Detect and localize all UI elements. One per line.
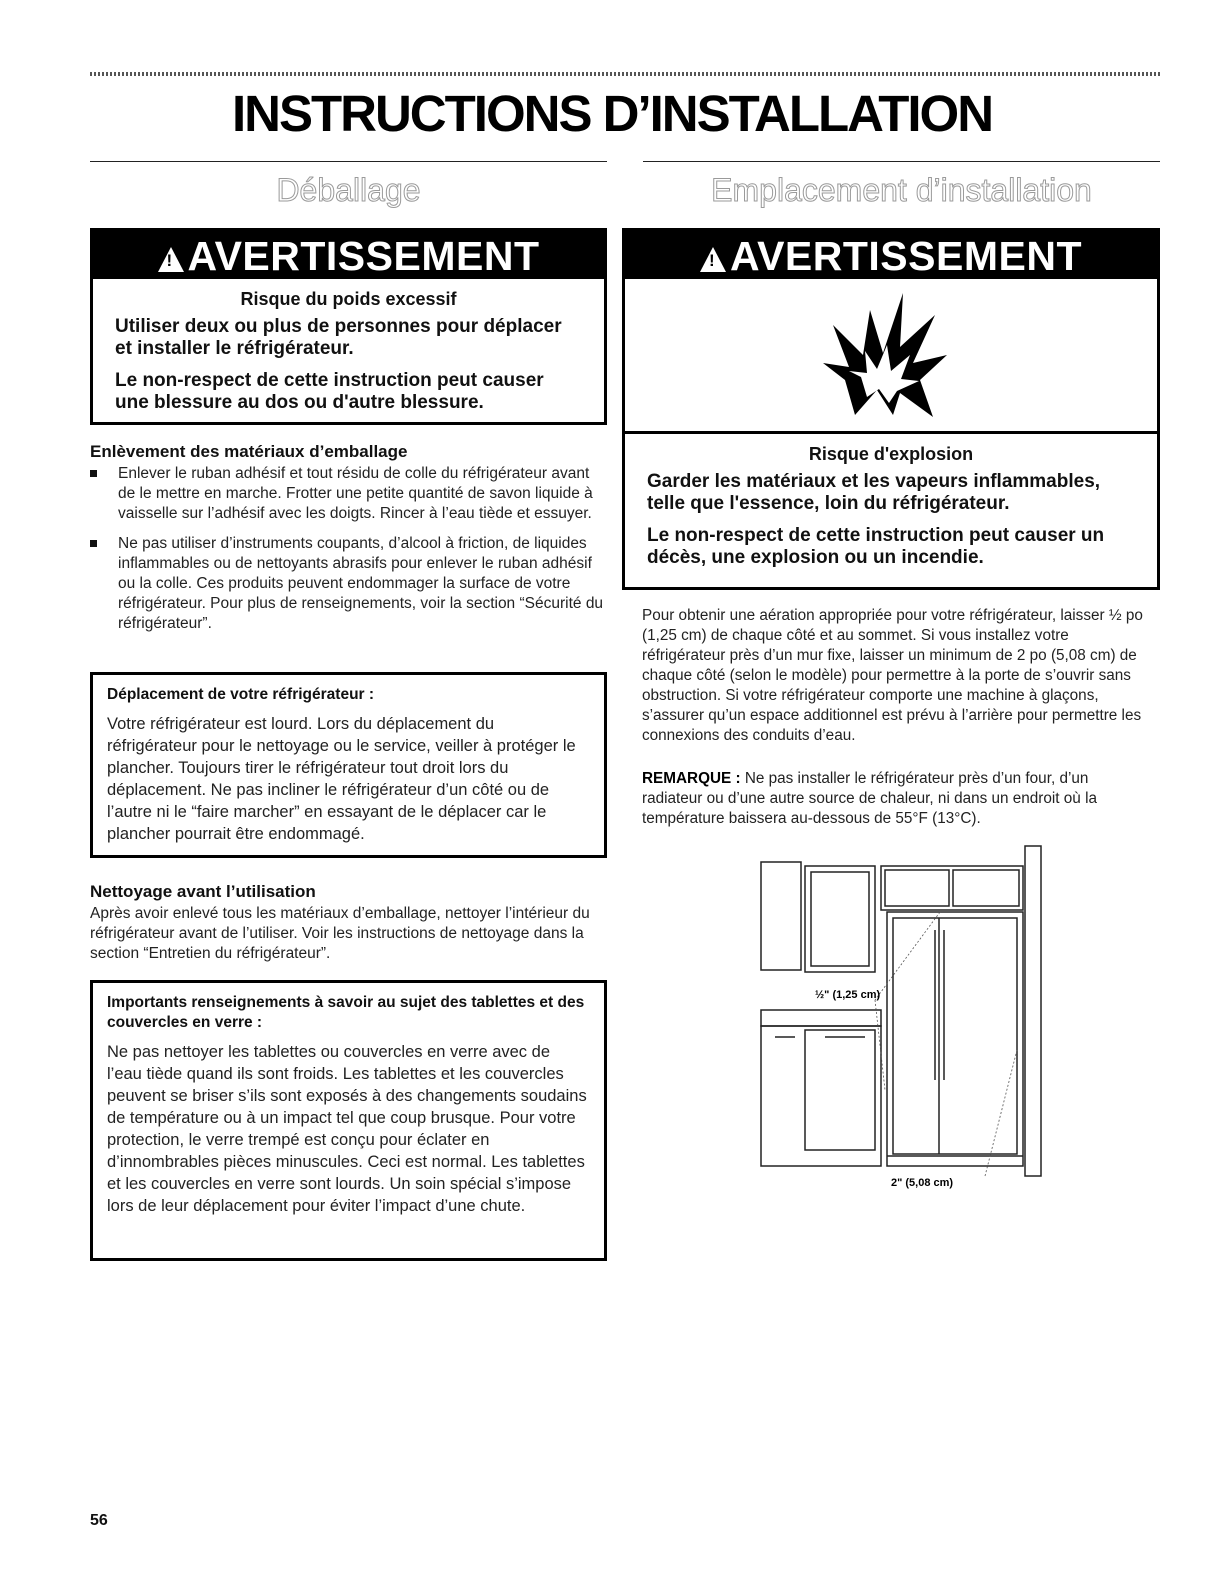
warning-header — [93, 231, 604, 279]
warning-instruction: Utiliser deux ou plus de personnes pour déplacer et installer le réfrigérateur. — [115, 316, 562, 359]
cleaning-text: Après avoir enlevé tous les matériaux d’emballage, nettoyer l’intérieur du réfrigérateur avant de l’utiliser. Voir les instructions de nettoyage dans la section “Entretien du réfrigérateur”. — [90, 905, 590, 962]
warning-instruction: Garder les matériaux et les vapeurs inflammables, telle que l'essence, loin du réfrigérateur. — [647, 471, 1101, 514]
half-inch-label: ½" (1,25 cm) — [815, 989, 881, 1001]
warning-triangle-icon — [158, 247, 184, 272]
section-title-location: Emplacement d’installation — [711, 172, 1092, 208]
moving-text: Votre réfrigérateur est lourd. Lors du déplacement du réfrigérateur pour le nettoyage ou le service, veiller à protéger le plancher. Toujours tirer le réfrigérateur tout droit lors du déplacement. Ne pas incliner le réfrigérateur d’un côté ou de l’autre ni le “faire marcher” en essayant de le déplacer car le plancher pourrait être endommagé. — [107, 715, 576, 843]
removal-heading: Enlèvement des matériaux d’emballage — [90, 442, 408, 461]
section-title-unpacking: Déballage — [276, 172, 421, 208]
removal-list — [88, 464, 608, 644]
glass-info-box — [90, 980, 607, 1261]
warning-consequence: Le non-respect de cette instruction peut causer un décès, une explosion ou un incendie. — [647, 525, 1105, 568]
warning-box-explosion — [622, 228, 1160, 590]
glass-heading: Importants renseignements à savoir au sujet des tablettes et des couvercles en verre : — [107, 994, 585, 1031]
moving-heading: Déplacement de votre réfrigérateur : — [107, 686, 375, 703]
list-item: Enlever le ruban adhésif et tout résidu de colle du réfrigérateur avant de le mettre en marche. Frotter une petite quantité de savon liquide à vaisselle sur l’adhésif avec les doigts. Rincer à l’eau tiède et essuyer. — [88, 464, 608, 524]
ventilation-text: Pour obtenir une aération appropriée pour votre réfrigérateur, laisser ½ po (1,25 cm) de chaque côté et au sommet. Si vous installez votre réfrigérateur près d’un mur fixe, laisser un minimum de 2 po (5,08 cm) de chaque côté (selon le modèle) pour permettre à la porte de s’ouvrir sans obstruction. Si votre réfrigérateur comporte une machine à glaçons, s’assurer qu’un espace additionnel est prévu à l’arrière pour permettre les connexions des conduits d’eau. — [642, 607, 1143, 744]
bullet-square-icon — [90, 540, 97, 547]
left-section-rule — [90, 161, 607, 162]
cleaning-heading: Nettoyage avant l’utilisation — [90, 882, 316, 901]
warning-consequence: Le non-respect de cette instruction peut causer une blessure au dos ou d'autre blessure. — [115, 370, 544, 413]
warning-header — [625, 231, 1157, 279]
explosion-pictogram-panel — [625, 279, 1157, 434]
explosion-icon — [815, 285, 955, 425]
right-section-rule — [643, 161, 1160, 162]
clearance-diagram — [755, 840, 1055, 1200]
warning-triangle-icon — [700, 247, 726, 272]
glass-text: Ne pas nettoyer les tablettes ou couvercles en verre avec de l’eau tiède quand ils sont froids. Les tablettes et les couvercles peuvent se briser s’ils sont exposés à des changements soudains de température ou à un impact tel que coup brusque. Pour votre protection, le verre trempé est conçu pour éclater en d’innombrables pièces minuscules. Ceci est normal. Les tablettes et les couvercles en verre sont lourds. Un soin spécial s’impose lors de leur déplacement pour éviter l’impact d’une chute. — [107, 1043, 587, 1215]
list-item: Ne pas utiliser d’instruments coupants, d’alcool à friction, de liquides inflammables ou de nettoyants abrasifs pour enlever le ruban adhésif ou la colle. Ces produits peuvent endommager la surface de votre réfrigérateur. Pour plus de renseignements, voir la section “Sécurité du réfrigérateur”. — [88, 534, 608, 634]
page-title: INSTRUCTIONS D’INSTALLATION — [231, 85, 993, 142]
page-number: 56 — [90, 1512, 108, 1529]
note-label: REMARQUE : — [642, 770, 741, 787]
note-paragraph — [642, 769, 1152, 829]
top-dotted-rule — [90, 72, 1160, 76]
warning-risk-title: Risque d'explosion — [808, 444, 974, 464]
warning-box-weight — [90, 228, 607, 425]
warning-risk-title: Risque du poids excessif — [240, 289, 457, 309]
moving-info-box — [90, 672, 607, 858]
warning-label: AVERTISSEMENT — [730, 233, 1082, 279]
bullet-square-icon — [90, 470, 97, 477]
warning-label: AVERTISSEMENT — [187, 233, 540, 279]
two-inch-label: 2" (5,08 cm) — [891, 1177, 954, 1189]
note-text: Ne pas installer le réfrigérateur près d’un four, d’un radiateur ou d’une autre source de chaleur, ni dans un endroit où la température baissera au-dessous de 55°F (13°C). — [642, 770, 1097, 827]
